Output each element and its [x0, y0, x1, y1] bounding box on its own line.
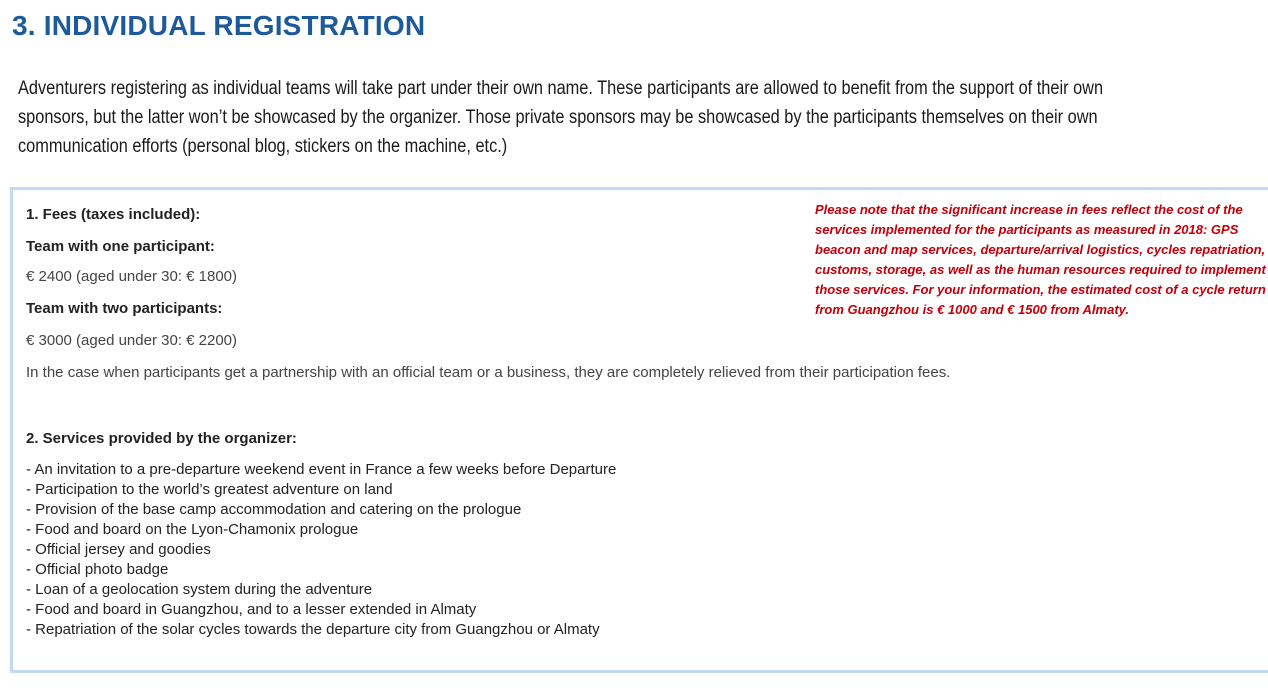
intro-paragraph: Adventurers registering as individual teams will take part under their own name. These participants are allowed to benefit from the support of their own sponsors, but the latter won’t be showcased by the organizer. Those private sponsors may be showcased by the participants themselves on their own communication efforts (personal blog, stickers on the machine, etc.): [18, 78, 1104, 157]
list-item: - Official jersey and goodies: [26, 541, 211, 558]
list-item: - Loan of a geolocation system during the adventure: [26, 581, 373, 598]
list-item: - Food and board in Guangzhou, and to a lesser extended in Almaty: [26, 601, 477, 618]
list-item: - Participation to the world’s greatest adventure on land: [26, 481, 393, 498]
services-list: [26, 460, 616, 640]
services-heading: 2. Services provided by the organizer:: [26, 430, 297, 447]
list-item: - Food and board on the Lyon-Chamonix prologue: [26, 521, 359, 538]
partnership-note: In the case when participants get a partnership with an official team or a business, they are completely relieved from their participation fees.: [26, 364, 951, 381]
fees-heading: 1. Fees (taxes included):: [26, 206, 201, 223]
team-one-label: Team with one participant:: [26, 238, 215, 255]
list-item: - Repatriation of the solar cycles towards the departure city from Guangzhou or Almaty: [26, 621, 600, 638]
list-item: - Provision of the base camp accommodation and catering on the prologue: [26, 501, 522, 518]
list-item: - An invitation to a pre-departure weekend event in France a few weeks before Departure: [26, 461, 617, 478]
team-two-price: € 3000 (aged under 30: € 2200): [26, 332, 238, 349]
page-title: 3. INDIVIDUAL REGISTRATION: [12, 10, 426, 41]
team-two-label: Team with two participants:: [26, 300, 223, 317]
team-one-price: € 2400 (aged under 30: € 1800): [26, 268, 238, 285]
list-item: - Official photo badge: [26, 561, 169, 578]
fees-increase-note: Please note that the significant increase in fees reflect the cost of the services implemented for the participants as measured in 2018: GPS beacon and map services, departure/arrival logistics, cycles repatriation, customs, storage, as well as the human resources required to implement those services. For your information, the estimated cost of a cycle return from Guangzhou is € 1000 and € 1500 from Almaty.: [815, 202, 1266, 317]
